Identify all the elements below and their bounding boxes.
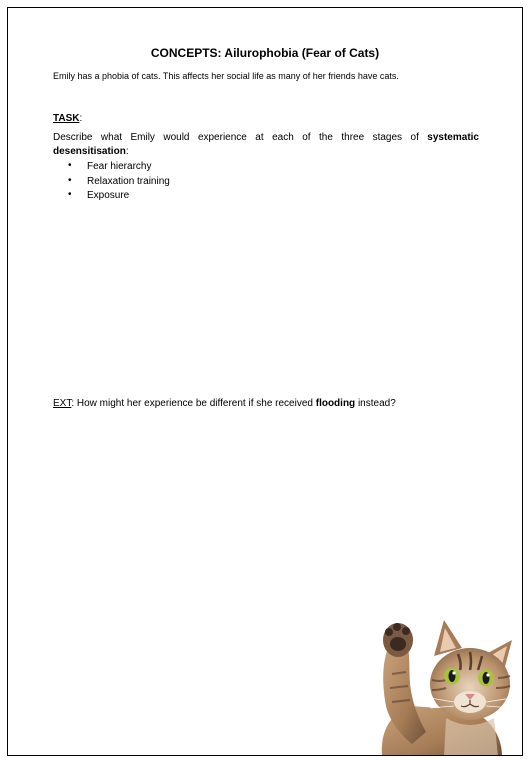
extension-question (53, 398, 396, 409)
ext-text-before: : How might her experience be different if she received (71, 398, 316, 409)
task-heading (53, 113, 82, 124)
task-text-before: Describe what Emily would experience at each of the three stages of (53, 132, 428, 143)
task-text-after: : (125, 146, 129, 157)
page-title (8, 46, 522, 60)
list-item: • Relaxation training (68, 176, 170, 191)
ext-label: EXT (53, 398, 72, 409)
task-text-bold: systematic desensitisation (53, 132, 479, 157)
stage-list (68, 161, 170, 205)
task-instructions (53, 131, 479, 159)
task-colon: : (79, 113, 83, 124)
ext-text-after: instead? (355, 398, 396, 409)
title-prefix: CONCEPTS: (150, 46, 222, 60)
list-item: • Fear hierarchy (68, 161, 170, 176)
intro-text: Emily has a phobia of cats. This affects her social life as many of her friends have cats. (53, 71, 399, 81)
list-item: • Exposure (68, 190, 170, 205)
ext-text-bold: flooding (315, 398, 356, 409)
cat-image (362, 614, 522, 756)
task-label: TASK (53, 113, 80, 124)
title-rest: Ailurophobia (Fear of Cats) (221, 46, 380, 60)
worksheet-page (7, 7, 523, 756)
